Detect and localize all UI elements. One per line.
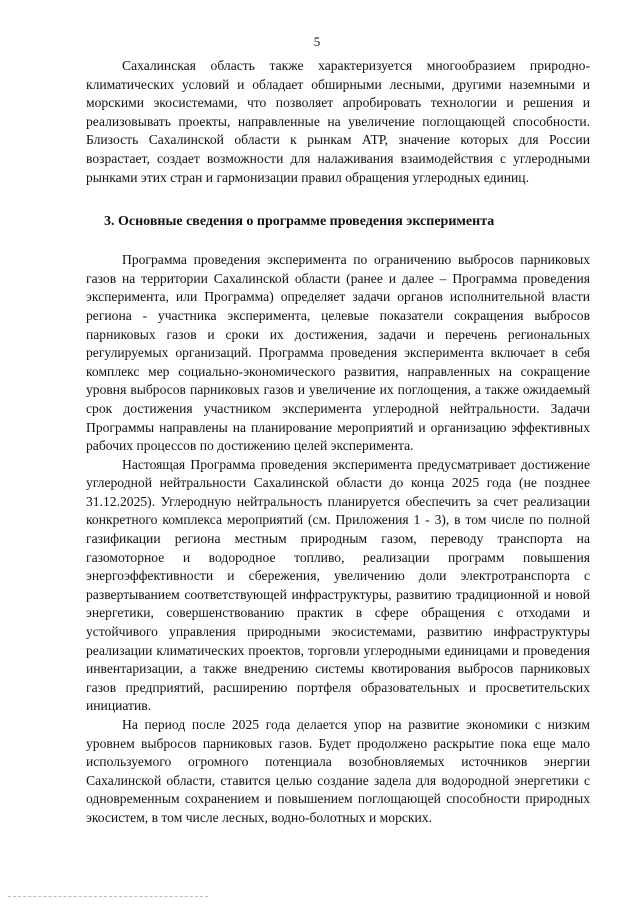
page-number: 5 (313, 34, 321, 49)
section-heading: 3. Основные сведения о программе проведения эксперимента (104, 214, 495, 230)
paragraph-program-definition: Программа проведения эксперимента по ограничению выбросов парниковых газов на территории Сахалинской области (ранее и далее – Программа проведения эксперимента, или Программа) определяет задачи органов исполнительной власти региона - участника эксперимента, целевые показатели сокращения выбросов парниковых газов и сроки их достижения, задачи и перечень региональных регулируемых организаций. Программа проведения эксперимента включает в себя комплекс мер социально-экономического развития, направленных на сокращение уровня выбросов парниковых газов и увеличение их поглощения, а также ожидаемый срок достижения участником эксперимента углеродной нейтральности. Задачи Программы направлены на планирование мероприятий и организацию эффективных рабочих процессов по достижению целей эксперимента. (86, 252, 590, 454)
document-body (86, 57, 590, 828)
footer-divider (8, 896, 208, 897)
paragraph-intro: Сахалинская область также характеризуется многообразием природно-климатических условий и обладает обширными лесными, другими наземными и морскими экосистемами, что позволяет апробировать технологии и решения и реализовывать проекты, направленные на увеличение поглощающей способности. Близость Сахалинской области к рынкам АТР, значение которых для России возрастает, создает возможности для налаживания взаимодействия с углеродными рынками этих стран и гармонизации правил обращения углеродных единиц. (86, 58, 590, 185)
paragraph-carbon-neutrality: Настоящая Программа проведения эксперимента предусматривает достижение углеродной нейтральности Сахалинской области до конца 2025 года (не позднее 31.12.2025). Углеродную нейтральность планируется обеспечить за счет реализации конкретного комплекса мероприятий (см. Приложения 1 - 3), в том числе по полной газификации региона местным природным газом, переводу транспорта на газомоторное и водородное топливо, реализации программ повышения энергоэффективности и сбережения, увеличению доли электротранспорта с развертыванием соответствующей инфраструктуры, развитию традиционной и новой энергетики, совершенствованию практик в сфере обращения с отходами и устойчивого управления природными экосистемами, развитию инфраструктуры реализации климатических проектов, торговли углеродными единицами и проведения инвентаризации, а также внедрению системы квотирования выбросов парниковых газов предприятий, расширению портфеля образовательных и просветительских инициатив. (86, 456, 590, 714)
paragraph-after-2025: На период после 2025 года делается упор на развитие экономики с низким уровнем выбросов парниковых газов. Будет продолжено раскрытие пока еще мало используемого огромного потенциала возобновляемых источников энергии Сахалинской области, ставится целью создание задела для водородной энергетики с одновременным сохранением и повышением поглощающей способности природных экосистем, в том числе лесных, водно-болотных и морских. (86, 717, 590, 825)
